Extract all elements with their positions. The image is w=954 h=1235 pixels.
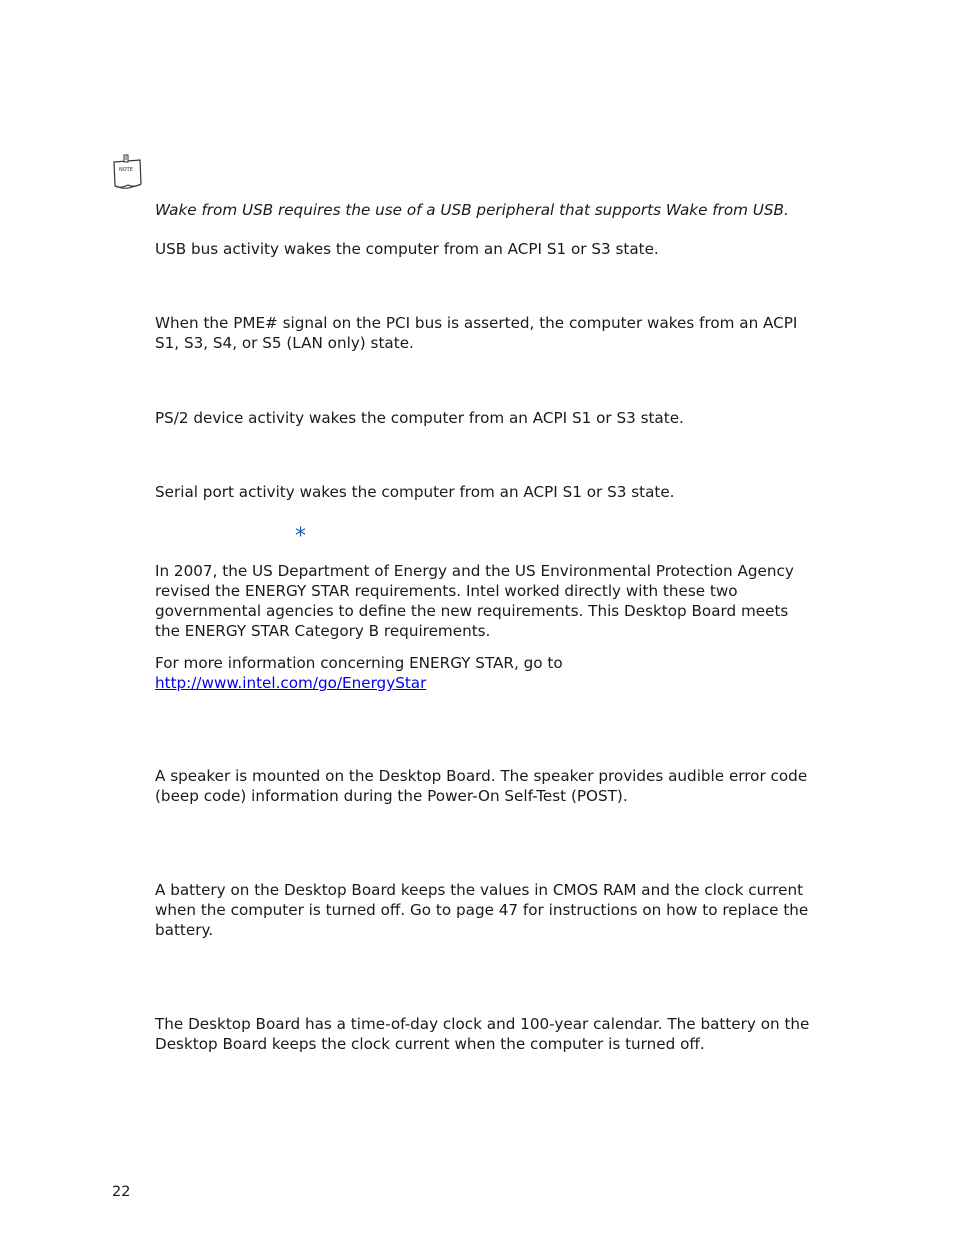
pme-line-2: S1, S3, S4, or S5 (LAN only) state. [155,334,414,352]
pme-line-1: When the PME# signal on the PCI bus is asserted, the computer wakes from an ACPI [155,314,798,332]
energy-line-1: In 2007, the US Department of Energy and the US Environmental Protection Agency [155,562,794,580]
speaker-line-2: (beep code) information during the Power-On Self-Test (POST). [155,787,628,805]
energy-line-4: the ENERGY STAR Category B requirements. [155,622,491,640]
battery-paragraph [155,880,855,940]
energy-star-paragraph [155,561,855,641]
battery-line-1: A battery on the Desktop Board keeps the values in CMOS RAM and the clock current [155,881,804,899]
svg-text:NOTE: NOTE [119,167,133,173]
usb-wake-paragraph: USB bus activity wakes the computer from an ACPI S1 or S3 state. [155,240,659,258]
pme-wake-paragraph [155,313,855,353]
energy-more-text: For more information concerning ENERGY STAR, go to [155,654,563,672]
energy-star-link[interactable]: http://www.intel.com/go/EnergyStar [155,674,427,692]
battery-line-2: when the computer is turned off. Go to page 47 for instructions on how to replace the [155,901,809,919]
note-text: Wake from USB requires the use of a USB peripheral that supports Wake from USB. [155,201,789,219]
note-icon [110,154,146,192]
speaker-paragraph [155,766,855,806]
serial-wake-paragraph: Serial port activity wakes the computer from an ACPI S1 or S3 state. [155,483,675,501]
clock-paragraph [155,1014,855,1054]
energy-line-2: revised the ENERGY STAR requirements. Intel worked directly with these two [155,582,738,600]
page-number: 22 [112,1184,131,1200]
clock-line-1: The Desktop Board has a time-of-day clock and 100-year calendar. The battery on the [155,1015,810,1033]
energy-more-paragraph [155,653,855,693]
ps2-wake-paragraph: PS/2 device activity wakes the computer from an ACPI S1 or S3 state. [155,409,684,427]
clock-line-2: Desktop Board keeps the clock current when the computer is turned off. [155,1035,705,1053]
trademark-asterisk: * [295,524,306,549]
battery-line-3: battery. [155,921,214,939]
speaker-line-1: A speaker is mounted on the Desktop Board. The speaker provides audible error code [155,767,808,785]
energy-line-3: governmental agencies to define the new requirements. This Desktop Board meets [155,602,789,620]
